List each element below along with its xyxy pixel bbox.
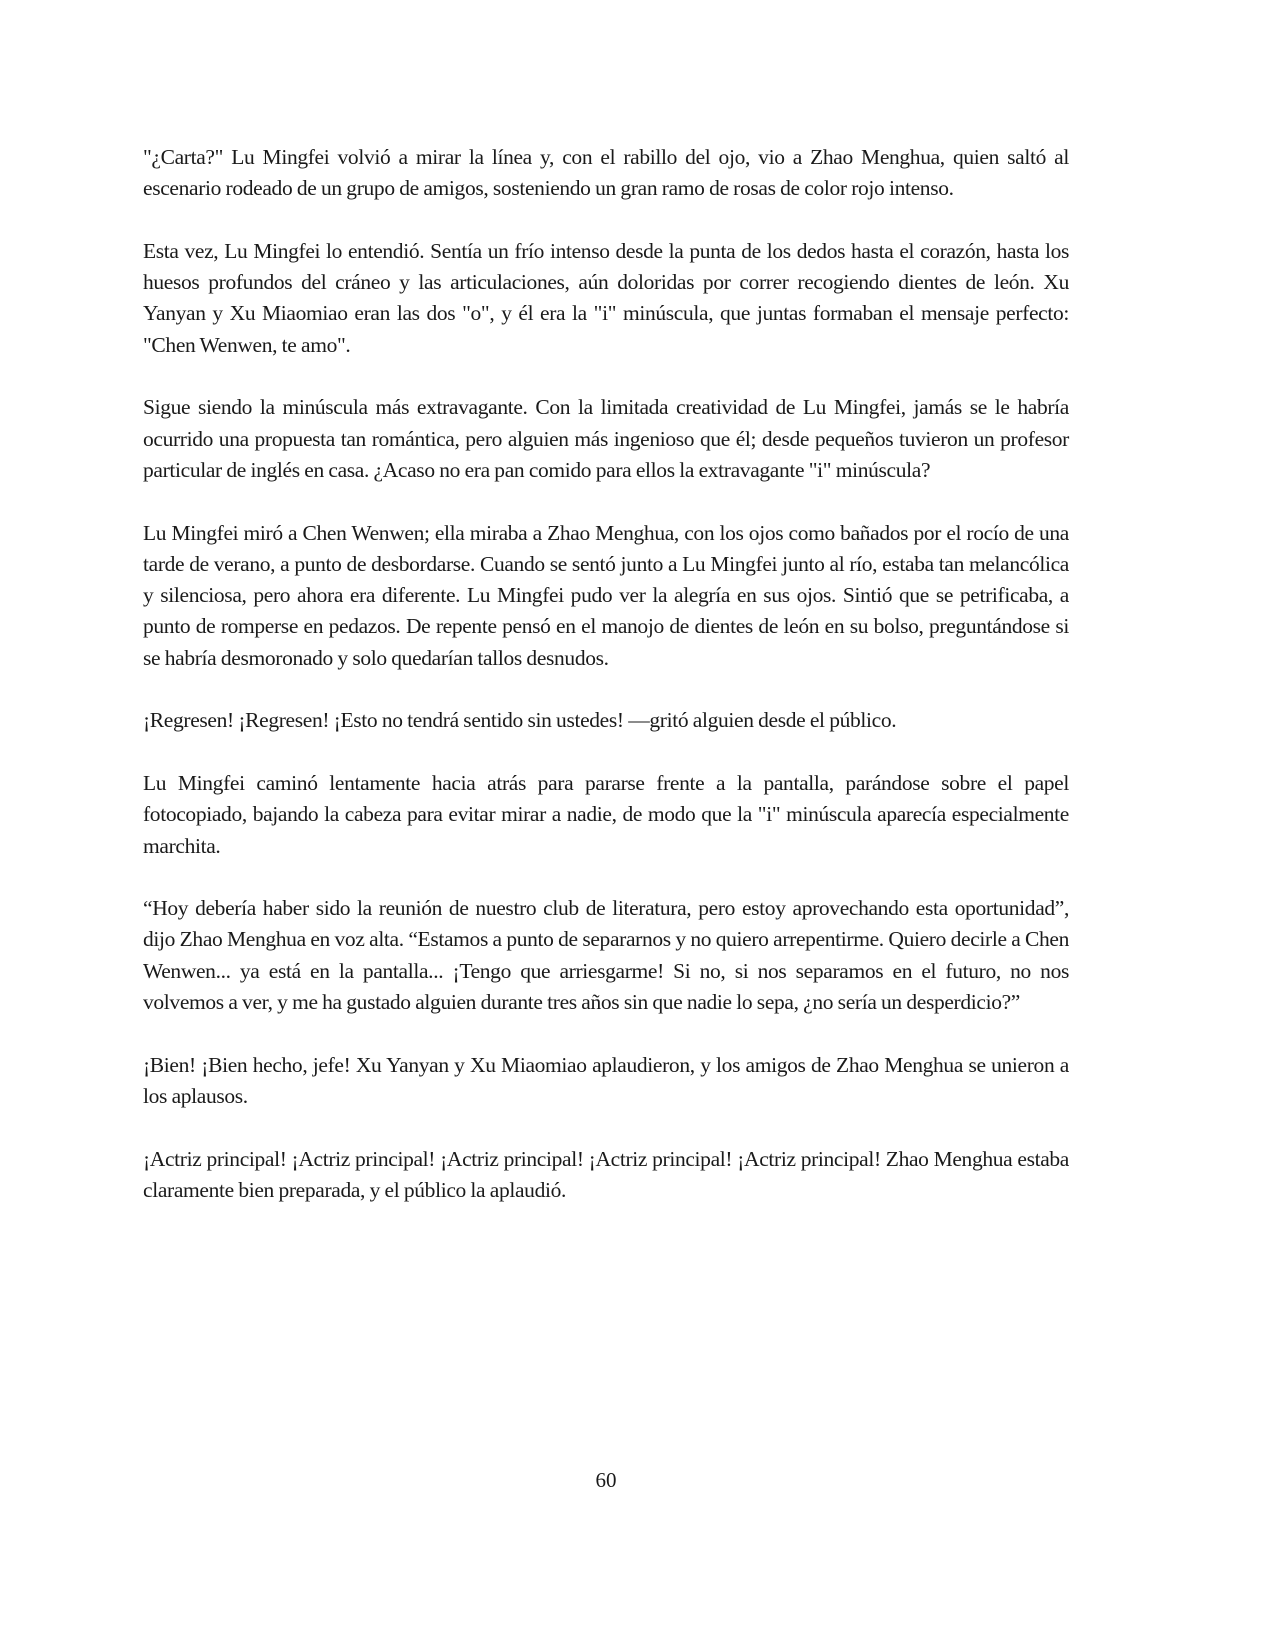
paragraph: ¡Bien! ¡Bien hecho, jefe! Xu Yanyan y Xu Miaomiao aplaudieron, y los amigos de Zhao Menghua se unieron a los aplausos. bbox=[143, 1052, 1069, 1108]
paragraph: Esta vez, Lu Mingfei lo entendió. Sentía un frío intenso desde la punta de los dedos hasta el corazón, hasta los huesos profundos del cráneo y las articulaciones, aún doloridas por correr recogiendo dientes de león. Xu Yanyan y Xu Miaomiao eran las dos "o", y él era la "i" minúscula, que juntas formaban el mensaje perfecto: "Chen Wenwen, te amo". bbox=[143, 238, 1069, 357]
paragraph: Lu Mingfei miró a Chen Wenwen; ella miraba a Zhao Menghua, con los ojos como bañados por el rocío de una tarde de verano, a punto de desbordarse. Cuando se sentó junto a Lu Mingfei junto al río, estaba tan melancólica y silenciosa, pero ahora era diferente. Lu Mingfei pudo ver la alegría en sus ojos. Sintió que se petrificaba, a punto de romperse en pedazos. De repente pensó en el manojo de dientes de león en su bolso, preguntándose si se habría desmoronado y solo quedarían tallos desnudos. bbox=[143, 520, 1069, 670]
paragraph: Lu Mingfei caminó lentamente hacia atrás para pararse frente a la pantalla, parándose sobre el papel fotocopiado, bajando la cabeza para evitar mirar a nadie, de modo que la "i" minúscula aparecía especialmente marchita. bbox=[143, 770, 1069, 858]
paragraph: Sigue siendo la minúscula más extravagante. Con la limitada creatividad de Lu Mingfei, jamás se le habría ocurrido una propuesta tan romántica, pero alguien más ingenioso que él; desde pequeños tuvieron un profesor particular de inglés en casa. ¿Acaso no era pan comido para ellos la extravagante "i" minúscula? bbox=[143, 395, 1069, 482]
paragraph: ¡Actriz principal! ¡Actriz principal! ¡Actriz principal! ¡Actriz principal! ¡Actriz principal! Zhao Menghua estaba claramente bien preparada, y el público la aplaudió. bbox=[143, 1146, 1069, 1202]
paragraph: "¿Carta?" Lu Mingfei volvió a mirar la línea y, con el rabillo del ojo, vio a Zhao Menghua, quien saltó al escenario rodeado de un grupo de amigos, sosteniendo un gran ramo de rosas de color rojo intenso. bbox=[143, 145, 1069, 201]
paragraph: “Hoy debería haber sido la reunión de nuestro club de literatura, pero estoy aprovechando esta oportunidad”, dijo Zhao Menghua en voz alta. “Estamos a punto de separarnos y no quiero arrepentirme. Quiero decirle a Chen Wenwen... ya está en la pantalla... ¡Tengo que arriesgarme! Si no, si nos separamos en el futuro, no nos volvemos a ver, y me ha gustado alguien durante tres años sin que nadie lo sepa, ¿no sería un desperdicio?” bbox=[143, 896, 1069, 1015]
paragraph: ¡Regresen! ¡Regresen! ¡Esto no tendrá sentido sin ustedes! —gritó alguien desde el público. bbox=[143, 708, 897, 733]
page-number: 60 bbox=[595, 1468, 617, 1492]
page-body bbox=[143, 142, 1069, 1237]
